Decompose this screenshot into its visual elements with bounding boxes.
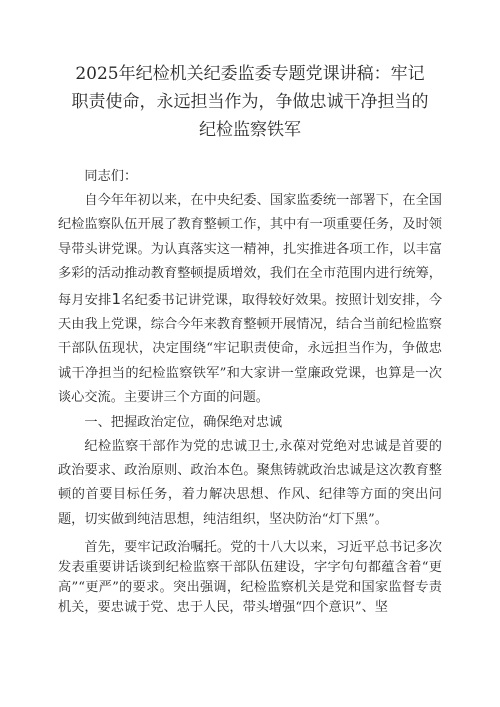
paragraph-1-number: 1	[111, 289, 122, 308]
greeting: 同志们：	[84, 169, 138, 184]
paragraph-3: 首先，要牢记政治嘱托。党的十八大以来，习近平总书记多次发表重要讲话谈到纪检监察干部队伍建设，字字句句都蕴含着“更高”“更严”的要求。突出强调，纪检监察机关是党和国家监督专责机关，要忠诚于党、忠于人民，带头增强“四个意识”、坚	[58, 540, 442, 616]
document-body	[58, 165, 442, 618]
title-line-3: 纪检监察铁军	[199, 120, 301, 140]
title-line-1: 2025年纪检机关纪委监委专题党课讲稿：牢记	[75, 64, 425, 84]
section-heading-1: 一、把握政治定位，确保绝对忠诚	[84, 414, 283, 430]
title-line-2: 职责使命，永远担当作为，争做忠诚干净担当的	[71, 92, 429, 112]
paragraph-1	[58, 189, 442, 411]
paragraph-2: 纪检监察干部作为党的忠诚卫士,永葆对党绝对忠诚是首要的政治要求、政治原则、政治本色。聚焦铸就政治忠诚是这次教育整顿的首要目标任务，着力解决思想、作风、纪律等方面的突出问题，切实做到纯洁思想，纯洁组织，坚决防治“灯下黑”。	[58, 438, 442, 527]
document-title	[60, 60, 440, 144]
paragraph-1-part-1: 自今年年初以来，在中央纪委、国家监委统一部署下，在全国纪检监察队伍开展了教育整顿工作，其中有一项重要任务，及时领导带头讲党课。为认真落实这一精神，扎实推进各项工作，以丰富多彩的活动推动教育整顿提质增效，我们在全市范围内进行统筹，每月安排	[58, 193, 442, 308]
paragraph-1-part-2: 名纪委书记讲党课，取得较好效果。按照计划安排，今天由我上党课，综合今年来教育整顿开展情况，结合当前纪检监察干部队伍现状，决定围绕“牢记职责使命，永远担当作为，争做忠诚干净担当的纪检监察铁军”和大家讲一堂廉政党课，也算是一次谈心交流。主要讲三个方面的问题。	[58, 292, 443, 406]
